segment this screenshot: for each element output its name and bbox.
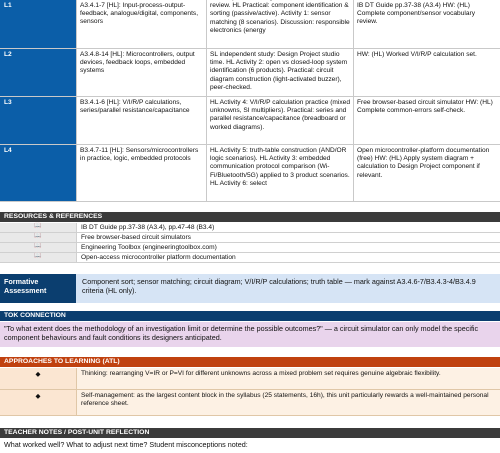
resource-item bbox=[0, 243, 500, 253]
diamond-bullet-icon: ◆ bbox=[35, 371, 41, 378]
lesson-id: L1 bbox=[0, 0, 76, 48]
lesson-id: L3 bbox=[0, 97, 76, 144]
lesson-content: B3.4.7-11 [HL]: Sensors/microcontrollers in practice, logic, embedded protocols bbox=[76, 145, 206, 201]
formative-label: Formative Assessment bbox=[0, 274, 76, 303]
notes-heading: TEACHER NOTES / POST-UNIT REFLECTION bbox=[0, 428, 500, 438]
resources-heading: RESOURCES & REFERENCES bbox=[0, 212, 500, 222]
lesson-resources: Free browser-based circuit simulator HW: (HL) Complete common-errors self-check. bbox=[353, 97, 500, 144]
lesson-content: A3.4.1-7 [HL]: Input-process-output-feedback, analogue/digital, components, sensors bbox=[76, 0, 206, 48]
lesson-activities: SL independent study: Design Project studio time. HL Activity 2: open vs closed-loop system identification (6 products). Practical: circuit diagram construction (light-activated buzzer), peer-checked. bbox=[206, 49, 353, 96]
atl-text: Thinking: rearranging V=IR or P=VI for different unknowns across a mixed problem set requires genuine algebraic flexibility. bbox=[76, 368, 500, 389]
resources-list bbox=[0, 223, 500, 263]
lesson-content: A3.4.8-14 [HL]: Microcontrollers, output devices, feedback loops, embedded systems bbox=[76, 49, 206, 96]
atl-item bbox=[0, 390, 500, 416]
book-icon: 📖 bbox=[0, 243, 76, 252]
lesson-content: B3.4.1-6 [HL]: V/I/R/P calculations, series/parallel resistance/capacitance bbox=[76, 97, 206, 144]
lesson-resources: Open microcontroller-platform documentation (free) HW: (HL) Apply system diagram + calculation to Design Project component if relevant. bbox=[353, 145, 500, 201]
resource-item bbox=[0, 223, 500, 233]
atl-text: Self-management: as the largest content block in the syllabus (25 statements, 16h), this unit particularly rewards a well-maintained personal reference sheet. bbox=[76, 390, 500, 415]
atl-item bbox=[0, 368, 500, 390]
lesson-row bbox=[0, 0, 500, 49]
lesson-activities: review. HL Practical: component identification & sorting (passive/active). Activity 1: sensor matching (8 scenarios). Discussion: responsible electronics (energy bbox=[206, 0, 353, 48]
lesson-resources: IB DT Guide pp.37-38 (A3.4) HW: (HL) Complete component/sensor vocabulary review. bbox=[353, 0, 500, 48]
book-icon: 📖 bbox=[0, 223, 76, 232]
resource-text: Engineering Toolbox (engineeringtoolbox.com) bbox=[76, 243, 221, 252]
lesson-row bbox=[0, 49, 500, 97]
lesson-id: L2 bbox=[0, 49, 76, 96]
book-icon: 📖 bbox=[0, 233, 76, 242]
atl-list bbox=[0, 368, 500, 416]
resource-text: Free browser-based circuit simulators bbox=[76, 233, 195, 242]
notes-prompt[interactable]: What worked well? What to adjust next time? Student misconceptions noted: bbox=[4, 440, 248, 449]
lessons-table bbox=[0, 0, 500, 202]
book-icon: 📖 bbox=[0, 253, 76, 262]
diamond-bullet-icon: ◆ bbox=[35, 393, 41, 400]
lesson-id: L4 bbox=[0, 145, 76, 201]
resource-item bbox=[0, 233, 500, 243]
lesson-row bbox=[0, 145, 500, 202]
lesson-activities: HL Activity 5: truth-table construction (AND/OR logic scenarios). HL Activity 3: embedded communication protocol comparison (Wi-Fi/Bluetooth/5G) applied to 3 product scenarios. HL Activity 6: select bbox=[206, 145, 353, 201]
lesson-resources: HW: (HL) Worked V/I/R/P calculation set. bbox=[353, 49, 500, 96]
tok-heading: TOK CONNECTION bbox=[0, 311, 500, 321]
resource-text: Open-access microcontroller platform documentation bbox=[76, 253, 240, 262]
atl-heading: APPROACHES TO LEARNING (ATL) bbox=[0, 357, 500, 367]
resource-text: IB DT Guide pp.37-38 (A3.4), pp.47-48 (B3.4) bbox=[76, 223, 218, 232]
lesson-row bbox=[0, 97, 500, 145]
tok-text: "To what extent does the methodology of an investigation limit or determine the possible outcomes?" — a circuit simulator can only model the specific component behaviours and fault conditions its designers anticipated. bbox=[0, 322, 500, 347]
formative-text: Component sort; sensor matching; circuit diagram; V/I/R/P calculations; truth table — mark against A3.4.6-7/B3.4.3-4/B3.4.9 criteria (HL only). bbox=[76, 274, 500, 303]
lesson-activities: HL Activity 4: V/I/R/P calculation practice (mixed unknowns, SI multipliers). Practical: series and parallel resistance/capacitance (breadboard or worked diagrams). bbox=[206, 97, 353, 144]
resource-item bbox=[0, 253, 500, 263]
formative-assessment bbox=[0, 274, 500, 303]
